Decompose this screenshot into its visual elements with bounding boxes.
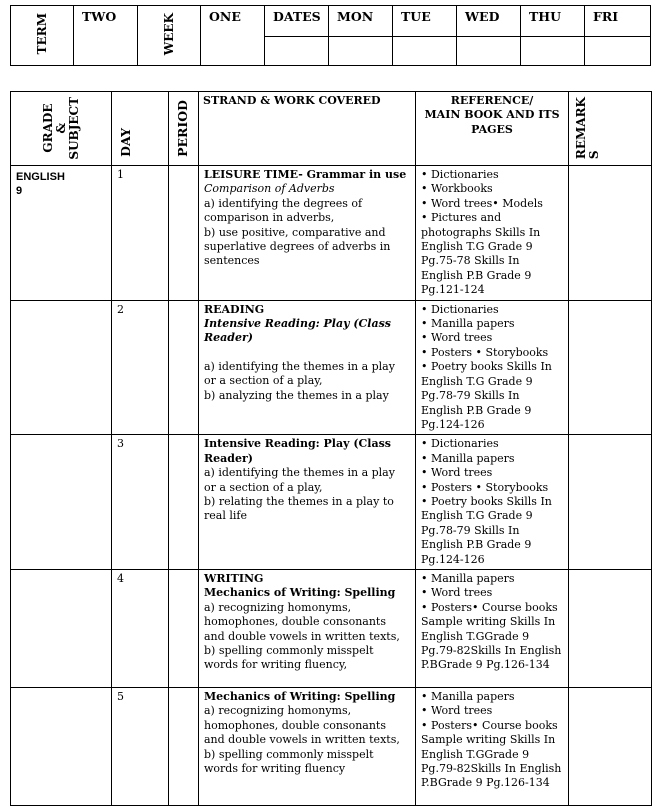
- term-label-cell: [11, 6, 74, 66]
- spacer: [204, 346, 410, 360]
- subject-cell: [11, 435, 112, 570]
- subject-cell: [11, 687, 112, 805]
- substrand-title: Intensive Reading: Play (Class Reader): [204, 317, 391, 345]
- reference-item: • Poetry books Skills In English T.G Grade 9 Pg.78-79 Skills In English P.B Grade 9 Pg.124-126: [421, 360, 552, 431]
- outcome-a: a) recognizing homonyms, homophones, double consonants and double vowels in written texts,: [204, 600, 400, 643]
- reference-cell: [416, 166, 569, 301]
- outcome-a: a) identifying the degrees of comparison in adverbs,: [204, 196, 363, 225]
- substrand-title: Comparison of Adverbs: [204, 182, 335, 196]
- reference-item: • Dictionaries: [421, 302, 499, 316]
- strand-title: LEISURE TIME- Grammar in use: [204, 168, 407, 181]
- strand-header: STRAND & WORK COVERED: [199, 92, 416, 166]
- table-row: [11, 687, 652, 805]
- substrand-title: Mechanics of Writing: Spelling: [204, 586, 396, 600]
- period-cell: [169, 300, 199, 435]
- day-cell: 4: [112, 569, 169, 687]
- day-cell: 3: [112, 435, 169, 570]
- remarks-header-line-2: S: [587, 150, 601, 159]
- reference-item: • Manilla papers: [421, 689, 515, 703]
- week-label: WEEK: [162, 12, 176, 56]
- period-cell: [169, 687, 199, 805]
- subject-header-line: SUBJECT: [66, 97, 81, 160]
- scheme-of-work-table: [10, 91, 652, 806]
- period-cell: [169, 569, 199, 687]
- reference-item: • Manilla papers: [421, 317, 515, 331]
- mon-cell: [329, 37, 393, 66]
- reference-item: • Poetry books Skills In English T.G Grade 9 Pg.78-79 Skills In English P.B Grade 9 Pg.124-126: [421, 494, 552, 566]
- reference-item: • Pictures and photographs Skills In English T.G Grade 9 Pg.75-78 Skills In English P.B Grade 9 Pg.121-124: [421, 211, 541, 297]
- reference-item: • Word trees: [421, 466, 493, 480]
- dates-label: DATES: [265, 6, 329, 37]
- reference-cell: [416, 300, 569, 435]
- day-header: [112, 92, 169, 166]
- subject-cell: [11, 166, 112, 301]
- subject-name: ENGLISH: [16, 171, 65, 183]
- dates-cell: [265, 37, 329, 66]
- reference-item: • Manilla papers: [421, 571, 515, 585]
- week-label-cell: [138, 6, 201, 66]
- outcome-a: a) identifying the themes in a play or a section of a play,: [204, 466, 395, 494]
- remarks-cell: [569, 687, 652, 805]
- reference-item: • Workbooks: [421, 182, 493, 196]
- reference-item: • Posters • Storybooks: [421, 480, 549, 494]
- remarks-cell: [569, 300, 652, 435]
- table-header-row: [11, 92, 652, 166]
- day-cell: 2: [112, 300, 169, 435]
- day-cell: 1: [112, 166, 169, 301]
- remarks-cell: [569, 569, 652, 687]
- reference-header: [416, 92, 569, 166]
- term-week-header: [10, 5, 651, 66]
- table-row: [11, 435, 652, 570]
- period-cell: [169, 435, 199, 570]
- remarks-cell: [569, 435, 652, 570]
- subject-cell: [11, 569, 112, 687]
- thu-cell: [521, 37, 585, 66]
- outcome-b: b) relating the themes in a play to real life: [204, 494, 394, 523]
- substrand-title: Mechanics of Writing: Spelling: [204, 689, 396, 703]
- remarks-cell: [569, 166, 652, 301]
- work-cell: [199, 435, 416, 570]
- work-cell: [199, 687, 416, 805]
- tue-cell: [393, 37, 457, 66]
- substrand-title: Intensive Reading: Play (Class Reader): [204, 437, 391, 465]
- week-value: ONE: [201, 6, 265, 66]
- table-row: [11, 166, 652, 301]
- remarks-header: [569, 92, 652, 166]
- reference-header-line-3: PAGES: [471, 122, 513, 136]
- amp-header-line: &: [53, 123, 68, 134]
- outcome-b: b) analyzing the themes in a play: [204, 388, 389, 402]
- reference-item: • Posters• Course books Sample writing Skills In English T.GGrade 9 Pg.79-82Skills In English P.BGrade 9 Pg.126-134: [421, 718, 562, 790]
- period-header: [169, 92, 199, 166]
- outcome-a: a) identifying the themes in a play or a section of a play,: [204, 359, 395, 388]
- reference-item: • Word trees: [421, 586, 493, 600]
- reference-header-line-2: MAIN BOOK AND ITS: [424, 108, 560, 122]
- subject-grade: 9: [16, 185, 23, 198]
- reference-header-line-1: REFERENCE/: [450, 94, 534, 107]
- fri-cell: [585, 37, 651, 66]
- subject-cell: [11, 300, 112, 435]
- reference-cell: [416, 435, 569, 570]
- grade-header-line: GRADE: [40, 103, 55, 154]
- reference-item: • Word trees• Models: [421, 196, 543, 210]
- reference-item: • Dictionaries: [421, 437, 499, 451]
- wed-label: WED: [457, 6, 521, 37]
- tue-label: TUE: [393, 6, 457, 37]
- reference-cell: [416, 687, 569, 805]
- outcome-b: b) spelling commonly misspelt words for writing fluency,: [204, 644, 374, 672]
- fri-label: FRI: [585, 6, 651, 37]
- day-cell: 5: [112, 687, 169, 805]
- outcome-b: b) spelling commonly misspelt words for writing fluency: [204, 747, 374, 775]
- grade-subject-header: [11, 92, 112, 166]
- reference-item: • Posters • Storybooks: [421, 345, 549, 359]
- reference-item: • Dictionaries: [421, 168, 499, 181]
- day-header-label: DAY: [118, 127, 133, 157]
- reference-cell: [416, 569, 569, 687]
- outcome-a: a) recognizing homonyms, homophones, double consonants and double vowels in written texts,: [204, 704, 400, 747]
- work-cell: [199, 166, 416, 301]
- outcome-b: b) use positive, comparative and superlative degrees of adverbs in sentences: [204, 225, 391, 268]
- mon-label: MON: [329, 6, 393, 37]
- reference-item: • Word trees: [421, 704, 493, 718]
- term-value: TWO: [74, 6, 138, 66]
- term-label: TERM: [35, 13, 49, 55]
- table-row: [11, 300, 652, 435]
- table-row: [11, 569, 652, 687]
- reference-item: • Manilla papers: [421, 451, 515, 465]
- remarks-header-line-1: REMARK: [574, 96, 588, 159]
- strand-title: READING: [204, 302, 265, 316]
- period-header-label: PERIOD: [175, 99, 190, 157]
- work-cell: [199, 569, 416, 687]
- reference-item: • Word trees: [421, 331, 493, 345]
- thu-label: THU: [521, 6, 585, 37]
- work-cell: [199, 300, 416, 435]
- period-cell: [169, 166, 199, 301]
- strand-title: WRITING: [204, 571, 264, 585]
- wed-cell: [457, 37, 521, 66]
- reference-item: • Posters• Course books Sample writing Skills In English T.GGrade 9 Pg.79-82Skills In English P.BGrade 9 Pg.126-134: [421, 600, 562, 672]
